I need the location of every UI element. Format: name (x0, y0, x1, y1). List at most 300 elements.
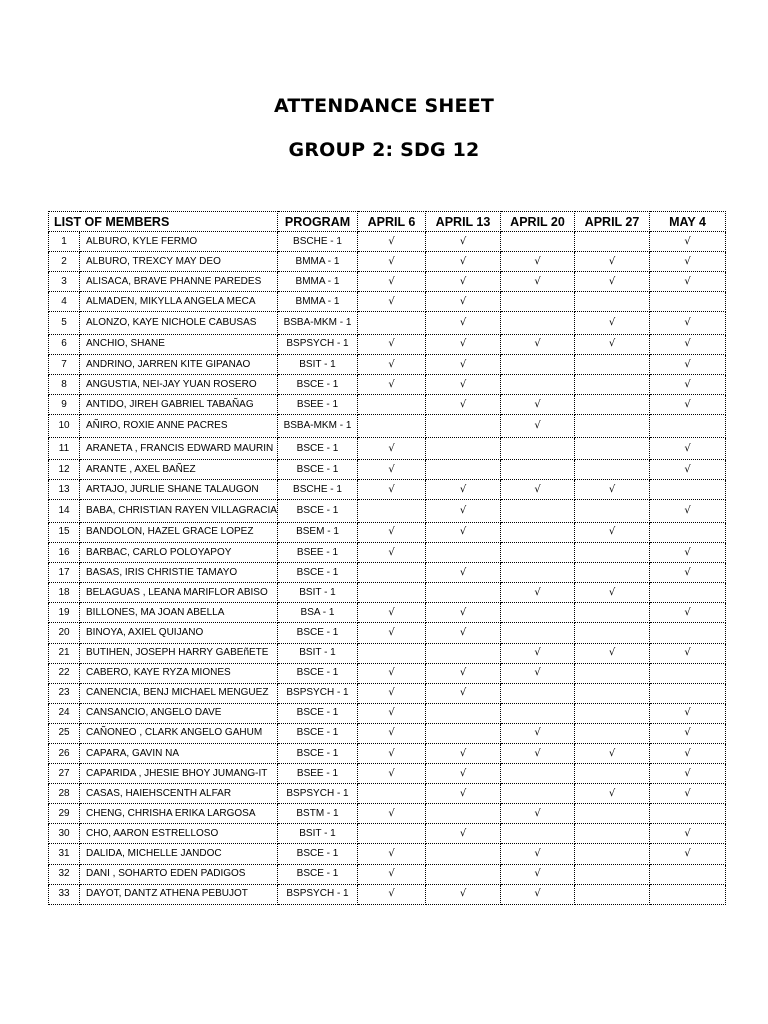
program-cell: BSCE - 1 (278, 743, 358, 763)
attendance-cell: √ (358, 683, 426, 703)
table-row (49, 543, 726, 563)
program-cell: BSPSYCH - 1 (278, 334, 358, 354)
attendance-cell (501, 354, 575, 374)
row-number: 3 (49, 272, 80, 292)
program-cell: BSCHE - 1 (278, 232, 358, 252)
attendance-cell (650, 623, 726, 643)
attendance-cell: √ (501, 743, 575, 763)
attendance-cell (575, 864, 650, 884)
program-cell: BSCE - 1 (278, 623, 358, 643)
attendance-cell: √ (501, 663, 575, 683)
attendance-cell: √ (426, 375, 501, 395)
attendance-cell: √ (426, 500, 501, 523)
attendance-cell (501, 683, 575, 703)
attendance-cell: √ (501, 864, 575, 884)
attendance-cell: √ (650, 500, 726, 523)
table-row (49, 804, 726, 824)
attendance-cell (575, 460, 650, 480)
attendance-cell: √ (501, 395, 575, 415)
table-row (49, 437, 726, 460)
attendance-cell: √ (358, 663, 426, 683)
row-number: 1 (49, 232, 80, 252)
table-row (49, 415, 726, 438)
member-name: CAPARIDA , JHESIE BHOY JUMANG-IT (80, 764, 278, 784)
attendance-cell: √ (358, 864, 426, 884)
attendance-cell (358, 395, 426, 415)
attendance-cell: √ (358, 844, 426, 864)
attendance-cell (501, 312, 575, 335)
header-date: APRIL 13 (426, 212, 501, 232)
member-name: BASAS, IRIS CHRISTIE TAMAYO (80, 563, 278, 583)
program-cell: BSPSYCH - 1 (278, 884, 358, 904)
attendance-cell: √ (501, 252, 575, 272)
attendance-cell (426, 844, 501, 864)
row-number: 13 (49, 480, 80, 500)
program-cell: BSCE - 1 (278, 563, 358, 583)
row-number: 5 (49, 312, 80, 335)
attendance-cell: √ (426, 334, 501, 354)
member-name: ANCHIO, SHANE (80, 334, 278, 354)
table-row (49, 460, 726, 480)
table-row (49, 623, 726, 643)
member-name: CABERO, KAYE RYZA MIONES (80, 663, 278, 683)
attendance-cell: √ (358, 543, 426, 563)
table-row (49, 232, 726, 252)
program-cell: BSCE - 1 (278, 437, 358, 460)
program-cell: BSBA-MKM - 1 (278, 312, 358, 335)
attendance-cell: √ (501, 334, 575, 354)
attendance-cell (575, 543, 650, 563)
program-cell: BSCE - 1 (278, 663, 358, 683)
attendance-cell (358, 784, 426, 804)
attendance-cell (501, 460, 575, 480)
row-number: 12 (49, 460, 80, 480)
attendance-cell: √ (358, 522, 426, 542)
member-name: ALBURO, KYLE FERMO (80, 232, 278, 252)
table-row (49, 500, 726, 523)
attendance-cell: √ (358, 764, 426, 784)
header-date: APRIL 20 (501, 212, 575, 232)
attendance-cell: √ (501, 583, 575, 603)
table-row (49, 824, 726, 844)
row-number: 31 (49, 844, 80, 864)
attendance-cell (426, 437, 501, 460)
attendance-cell: √ (358, 703, 426, 723)
attendance-cell (575, 354, 650, 374)
attendance-cell (650, 480, 726, 500)
attendance-cell: √ (358, 723, 426, 743)
attendance-cell (426, 543, 501, 563)
member-name: ANGUSTIA, NEI-JAY YUAN ROSERO (80, 375, 278, 395)
attendance-cell (358, 500, 426, 523)
attendance-cell (501, 543, 575, 563)
attendance-cell: √ (426, 784, 501, 804)
attendance-cell: √ (650, 824, 726, 844)
program-cell: BSEE - 1 (278, 764, 358, 784)
table-row (49, 583, 726, 603)
row-number: 4 (49, 292, 80, 312)
row-number: 33 (49, 884, 80, 904)
table-row (49, 703, 726, 723)
header-date: APRIL 27 (575, 212, 650, 232)
attendance-cell: √ (358, 375, 426, 395)
program-cell: BSIT - 1 (278, 354, 358, 374)
attendance-cell: √ (650, 312, 726, 335)
program-cell: BMMA - 1 (278, 292, 358, 312)
member-name: AÑIRO, ROXIE ANNE PACRES (80, 415, 278, 438)
member-name: ARANTE , AXEL BAÑEZ (80, 460, 278, 480)
attendance-table (48, 211, 726, 905)
attendance-cell (575, 683, 650, 703)
table-row (49, 723, 726, 743)
attendance-cell: √ (426, 623, 501, 643)
table-row (49, 375, 726, 395)
attendance-cell: √ (575, 583, 650, 603)
attendance-cell (650, 864, 726, 884)
attendance-cell: √ (358, 437, 426, 460)
attendance-cell (426, 415, 501, 438)
row-number: 25 (49, 723, 80, 743)
program-cell: BSCE - 1 (278, 723, 358, 743)
attendance-cell (575, 824, 650, 844)
program-cell: BSEE - 1 (278, 395, 358, 415)
row-number: 17 (49, 563, 80, 583)
table-row (49, 643, 726, 663)
program-cell: BSCE - 1 (278, 500, 358, 523)
attendance-cell (501, 764, 575, 784)
row-number: 30 (49, 824, 80, 844)
table-row (49, 480, 726, 500)
member-name: BANDOLON, HAZEL GRACE LOPEZ (80, 522, 278, 542)
program-cell: BSCE - 1 (278, 460, 358, 480)
row-number: 7 (49, 354, 80, 374)
attendance-cell: √ (358, 272, 426, 292)
member-name: BABA, CHRISTIAN RAYEN VILLAGRACIA (80, 500, 278, 523)
member-name: BARBAC, CARLO POLOYAPOY (80, 543, 278, 563)
attendance-cell (575, 603, 650, 623)
attendance-cell: √ (426, 764, 501, 784)
member-name: BUTIHEN, JOSEPH HARRY GABEñETE (80, 643, 278, 663)
attendance-cell: √ (358, 354, 426, 374)
table-row (49, 312, 726, 335)
attendance-cell (575, 500, 650, 523)
attendance-cell: √ (650, 272, 726, 292)
attendance-cell (650, 292, 726, 312)
member-name: CASAS, HAIEHSCENTH ALFAR (80, 784, 278, 804)
page-title: ATTENDANCE SHEET (273, 95, 495, 117)
attendance-cell (426, 643, 501, 663)
attendance-cell (358, 824, 426, 844)
attendance-cell: √ (426, 522, 501, 542)
row-number: 16 (49, 543, 80, 563)
attendance-cell: √ (575, 643, 650, 663)
row-number: 6 (49, 334, 80, 354)
attendance-cell: √ (575, 522, 650, 542)
attendance-cell (575, 232, 650, 252)
attendance-cell (501, 824, 575, 844)
attendance-cell: √ (650, 603, 726, 623)
table-row (49, 844, 726, 864)
program-cell: BSCE - 1 (278, 703, 358, 723)
member-name: ALMADEN, MIKYLLA ANGELA MECA (80, 292, 278, 312)
attendance-cell: √ (426, 603, 501, 623)
row-number: 22 (49, 663, 80, 683)
member-name: BELAGUAS , LEANA MARIFLOR ABISO (80, 583, 278, 603)
table-row (49, 683, 726, 703)
program-cell: BSIT - 1 (278, 583, 358, 603)
attendance-cell: √ (358, 334, 426, 354)
table-row (49, 784, 726, 804)
attendance-cell (501, 500, 575, 523)
attendance-cell: √ (358, 460, 426, 480)
attendance-cell: √ (426, 663, 501, 683)
attendance-cell (501, 603, 575, 623)
program-cell: BSEM - 1 (278, 522, 358, 542)
table-row (49, 764, 726, 784)
member-name: CANENCIA, BENJ MICHAEL MENGUEZ (80, 683, 278, 703)
attendance-cell: √ (426, 743, 501, 763)
attendance-cell: √ (358, 292, 426, 312)
table-row (49, 663, 726, 683)
attendance-cell: √ (426, 884, 501, 904)
program-cell: BMMA - 1 (278, 272, 358, 292)
attendance-cell: √ (426, 563, 501, 583)
attendance-cell (426, 460, 501, 480)
member-name: ALISACA, BRAVE PHANNE PAREDES (80, 272, 278, 292)
program-cell: BSBA-MKM - 1 (278, 415, 358, 438)
row-number: 27 (49, 764, 80, 784)
attendance-cell: √ (501, 415, 575, 438)
table-row (49, 354, 726, 374)
row-number: 2 (49, 252, 80, 272)
header-members: LIST OF MEMBERS (49, 212, 278, 232)
attendance-cell: √ (426, 312, 501, 335)
attendance-cell: √ (358, 884, 426, 904)
attendance-cell (426, 723, 501, 743)
row-number: 32 (49, 864, 80, 884)
attendance-cell: √ (358, 252, 426, 272)
attendance-cell: √ (650, 375, 726, 395)
attendance-cell (650, 415, 726, 438)
attendance-cell (501, 437, 575, 460)
member-name: ARTAJO, JURLIE SHANE TALAUGON (80, 480, 278, 500)
attendance-cell (426, 864, 501, 884)
attendance-cell (650, 583, 726, 603)
attendance-cell: √ (575, 312, 650, 335)
attendance-cell: √ (650, 460, 726, 480)
attendance-cell: √ (426, 232, 501, 252)
table-row (49, 395, 726, 415)
attendance-cell: √ (501, 480, 575, 500)
member-name: ANTIDO, JIREH GABRIEL TABAÑAG (80, 395, 278, 415)
attendance-cell: √ (650, 703, 726, 723)
attendance-cell (501, 623, 575, 643)
attendance-cell: √ (501, 844, 575, 864)
attendance-cell (575, 703, 650, 723)
attendance-cell (358, 643, 426, 663)
attendance-cell (501, 375, 575, 395)
attendance-cell (426, 804, 501, 824)
member-name: BILLONES, MA JOAN ABELLA (80, 603, 278, 623)
program-cell: BSCE - 1 (278, 375, 358, 395)
attendance-cell (650, 884, 726, 904)
attendance-cell: √ (650, 844, 726, 864)
attendance-cell: √ (650, 354, 726, 374)
attendance-cell: √ (358, 623, 426, 643)
table-row (49, 292, 726, 312)
attendance-cell: √ (575, 252, 650, 272)
member-name: CAPARA, GAVIN NA (80, 743, 278, 763)
table-row (49, 334, 726, 354)
table-row (49, 522, 726, 542)
attendance-cell (501, 703, 575, 723)
attendance-cell: √ (650, 395, 726, 415)
attendance-cell: √ (501, 272, 575, 292)
attendance-cell: √ (426, 395, 501, 415)
member-name: CHO, AARON ESTRELLOSO (80, 824, 278, 844)
attendance-cell: √ (650, 437, 726, 460)
attendance-cell (501, 563, 575, 583)
member-name: CAÑONEO , CLARK ANGELO GAHUM (80, 723, 278, 743)
table-row (49, 563, 726, 583)
row-number: 9 (49, 395, 80, 415)
table-row (49, 743, 726, 763)
attendance-cell (650, 683, 726, 703)
row-number: 8 (49, 375, 80, 395)
program-cell: BSPSYCH - 1 (278, 784, 358, 804)
attendance-cell: √ (650, 643, 726, 663)
table-row (49, 272, 726, 292)
attendance-cell: √ (426, 683, 501, 703)
attendance-cell: √ (575, 272, 650, 292)
program-cell: BSIT - 1 (278, 643, 358, 663)
table-row (49, 603, 726, 623)
table-row (49, 864, 726, 884)
row-number: 15 (49, 522, 80, 542)
page-subtitle: GROUP 2: SDG 12 (288, 139, 480, 161)
row-number: 10 (49, 415, 80, 438)
program-cell: BSIT - 1 (278, 824, 358, 844)
member-name: DANI , SOHARTO EDEN PADIGOS (80, 864, 278, 884)
attendance-cell (575, 804, 650, 824)
member-name: CANSANCIO, ANGELO DAVE (80, 703, 278, 723)
attendance-cell (650, 663, 726, 683)
attendance-cell (358, 312, 426, 335)
row-number: 11 (49, 437, 80, 460)
attendance-cell: √ (650, 743, 726, 763)
attendance-cell: √ (426, 272, 501, 292)
member-name: DAYOT, DANTZ ATHENA PEBUJOT (80, 884, 278, 904)
row-number: 23 (49, 683, 80, 703)
row-number: 14 (49, 500, 80, 523)
attendance-cell: √ (501, 884, 575, 904)
attendance-cell: √ (358, 480, 426, 500)
attendance-cell (575, 844, 650, 864)
program-cell: BSA - 1 (278, 603, 358, 623)
attendance-cell: √ (426, 480, 501, 500)
table-header-row (49, 212, 726, 232)
attendance-cell: √ (650, 543, 726, 563)
attendance-cell (575, 663, 650, 683)
attendance-cell (575, 375, 650, 395)
table-row (49, 252, 726, 272)
attendance-cell: √ (426, 824, 501, 844)
table-body (49, 232, 726, 905)
member-name: ANDRINO, JARREN KITE GIPANAO (80, 354, 278, 374)
attendance-cell: √ (358, 603, 426, 623)
member-name: ALONZO, KAYE NICHOLE CABUSAS (80, 312, 278, 335)
attendance-cell: √ (426, 292, 501, 312)
attendance-cell: √ (501, 643, 575, 663)
attendance-cell (358, 415, 426, 438)
attendance-cell: √ (575, 480, 650, 500)
header-program: PROGRAM (278, 212, 358, 232)
attendance-cell: √ (650, 334, 726, 354)
member-name: CHENG, CHRISHA ERIKA LARGOSA (80, 804, 278, 824)
attendance-cell (501, 522, 575, 542)
attendance-cell: √ (650, 252, 726, 272)
attendance-cell (575, 415, 650, 438)
header-date: MAY 4 (650, 212, 726, 232)
attendance-cell (501, 292, 575, 312)
row-number: 26 (49, 743, 80, 763)
attendance-cell (575, 292, 650, 312)
attendance-cell: √ (575, 784, 650, 804)
program-cell: BSEE - 1 (278, 543, 358, 563)
attendance-cell: √ (650, 784, 726, 804)
program-cell: BSCE - 1 (278, 844, 358, 864)
attendance-cell (575, 563, 650, 583)
attendance-cell (575, 623, 650, 643)
attendance-cell: √ (575, 334, 650, 354)
attendance-cell (426, 583, 501, 603)
row-number: 18 (49, 583, 80, 603)
attendance-cell (501, 232, 575, 252)
program-cell: BSPSYCH - 1 (278, 683, 358, 703)
attendance-cell (501, 784, 575, 804)
attendance-cell (575, 723, 650, 743)
row-number: 29 (49, 804, 80, 824)
row-number: 28 (49, 784, 80, 804)
row-number: 24 (49, 703, 80, 723)
header-date: APRIL 6 (358, 212, 426, 232)
attendance-cell (358, 583, 426, 603)
member-name: DALIDA, MICHELLE JANDOC (80, 844, 278, 864)
member-name: ARANETA , FRANCIS EDWARD MAURIN (80, 437, 278, 460)
attendance-cell: √ (501, 804, 575, 824)
program-cell: BMMA - 1 (278, 252, 358, 272)
attendance-cell (575, 764, 650, 784)
program-cell: BSCHE - 1 (278, 480, 358, 500)
program-cell: BSTM - 1 (278, 804, 358, 824)
member-name: ALBURO, TREXCY MAY DEO (80, 252, 278, 272)
attendance-cell: √ (358, 804, 426, 824)
row-number: 19 (49, 603, 80, 623)
attendance-cell (575, 884, 650, 904)
attendance-cell: √ (358, 743, 426, 763)
attendance-cell: √ (426, 354, 501, 374)
row-number: 20 (49, 623, 80, 643)
attendance-cell (575, 437, 650, 460)
attendance-cell: √ (575, 743, 650, 763)
attendance-cell (358, 563, 426, 583)
attendance-cell (650, 804, 726, 824)
attendance-cell: √ (650, 764, 726, 784)
table-row (49, 884, 726, 904)
member-name: BINOYA, AXIEL QUIJANO (80, 623, 278, 643)
attendance-cell (575, 395, 650, 415)
attendance-cell: √ (650, 563, 726, 583)
